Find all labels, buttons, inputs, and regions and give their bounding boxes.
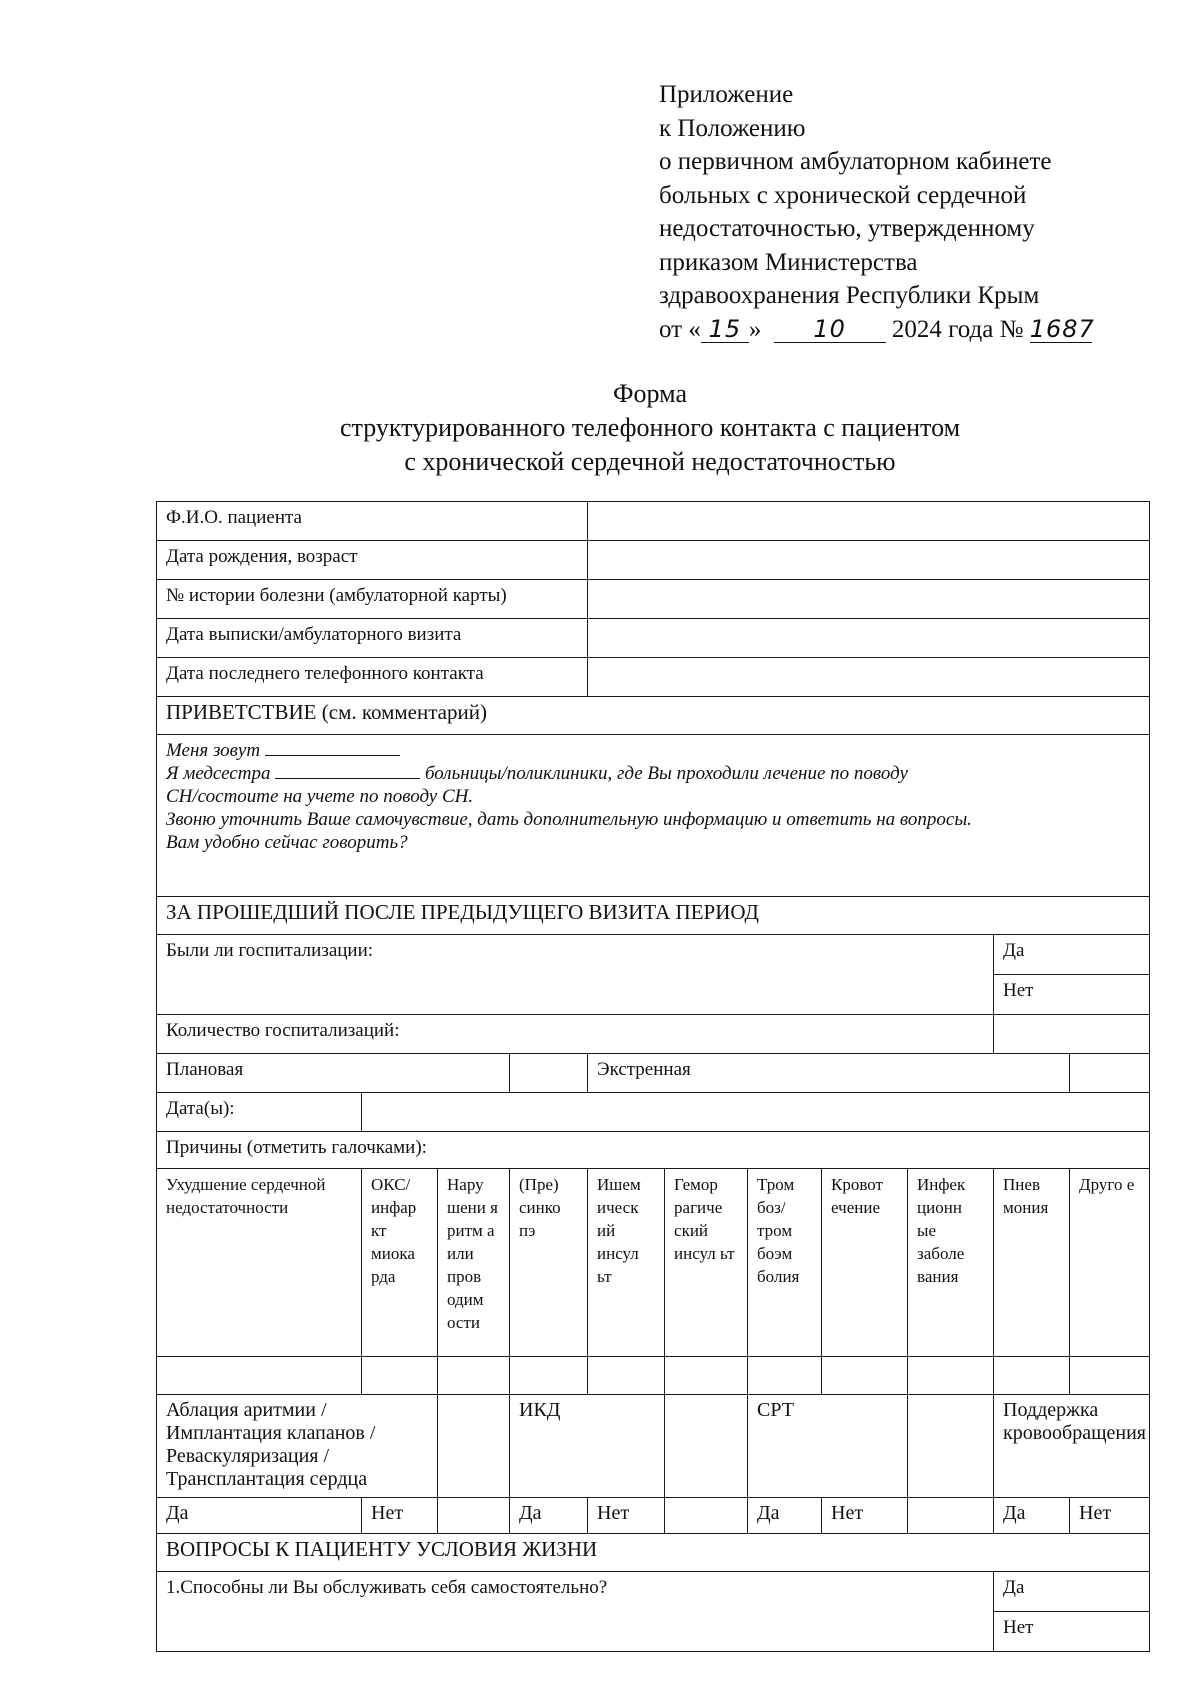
hospitalization-yes-option[interactable]: Да: [994, 935, 1150, 975]
title-line-2: структурированного телефонного контакта с пациентом: [339, 413, 961, 442]
reason-checkbox[interactable]: [822, 1357, 908, 1395]
reason-column-label: (Пре) синко пэ: [510, 1169, 588, 1357]
annex-line: к Положению: [659, 114, 806, 142]
reason-column-label: Друго е: [1070, 1169, 1150, 1357]
emergency-label: Экстренная: [588, 1054, 1070, 1093]
annex-block: [659, 78, 1095, 346]
circulatory-no-option[interactable]: Нет: [1070, 1498, 1150, 1534]
date-mid: »: [748, 315, 762, 343]
patient-field-label: Дата выписки/амбулаторного визита: [157, 619, 588, 658]
greeting-nurse-rest: больницы/поликлиники, где Вы проходили лечение по поводу: [424, 763, 908, 784]
patient-name-input[interactable]: [588, 502, 1150, 541]
crt-yes-option[interactable]: Да: [748, 1498, 822, 1534]
greeting-line-5: Вам удобно сейчас говорить?: [166, 832, 408, 853]
patient-field-row: [157, 580, 1150, 619]
annex-date-line: [659, 313, 1095, 347]
form-title: [0, 377, 1200, 479]
birthdate-input[interactable]: [588, 541, 1150, 580]
reason-checkbox[interactable]: [588, 1357, 665, 1395]
reason-checkbox[interactable]: [994, 1357, 1070, 1395]
hospitalization-question: Были ли госпитализации:: [157, 935, 994, 1015]
living-conditions-header: ВОПРОСЫ К ПАЦИЕНТУ УСЛОВИЯ ЖИЗНИ: [157, 1534, 1150, 1572]
reason-column-label: ОКС/ инфар кт миока рда: [362, 1169, 438, 1357]
patient-field-label: Ф.И.О. пациента: [157, 502, 588, 541]
greeting-line-3: СН/состоите на учете по поводу СН.: [166, 786, 474, 807]
hospital-blank[interactable]: [275, 762, 420, 779]
annex-line: здравоохранения Республики Крым: [659, 282, 1040, 309]
reason-column-label: Нару шени я ритм а или пров одим ости: [438, 1169, 510, 1357]
circulatory-yes-option[interactable]: Да: [994, 1498, 1070, 1534]
reason-checkbox[interactable]: [362, 1357, 438, 1395]
procedure-spacer: [908, 1395, 994, 1498]
contact-form-table: [156, 501, 1150, 1652]
reason-column-label: Тром боз/ тром боэм болия: [748, 1169, 822, 1357]
patient-field-row: [157, 619, 1150, 658]
annex-line: недостаточностью, утвержденному: [659, 215, 1035, 242]
date-month: 10: [774, 316, 886, 343]
date-year-text: 2024 года №: [891, 315, 1024, 343]
reason-column-label: Ишем ическ ий инсул ьт: [588, 1169, 665, 1357]
reason-checkbox[interactable]: [438, 1357, 510, 1395]
reason-checkbox-row: [157, 1357, 1150, 1395]
procedure-spacer: [908, 1498, 994, 1534]
icd-label: ИКД: [510, 1395, 665, 1498]
crt-no-option[interactable]: Нет: [822, 1498, 908, 1534]
self-care-yes-option[interactable]: Да: [994, 1572, 1150, 1612]
annex-line: Приложение: [659, 81, 794, 108]
procedure-spacer: [665, 1395, 748, 1498]
circulatory-support-label: Поддержка кровообращения: [994, 1395, 1150, 1498]
self-care-question: 1.Способны ли Вы обслуживать себя самостоятельно?: [157, 1572, 994, 1652]
record-number-input[interactable]: [588, 580, 1150, 619]
reason-checkbox[interactable]: [157, 1357, 362, 1395]
reason-column-label: Инфек ционн ые заболе вания: [908, 1169, 994, 1357]
reason-checkbox[interactable]: [908, 1357, 994, 1395]
ablation-label: Аблация аритмии / Имплантация клапанов / Реваскуляризация / Трансплантация сердца: [157, 1395, 438, 1498]
patient-field-row: [157, 658, 1150, 697]
crt-label: СРТ: [748, 1395, 908, 1498]
patient-field-label: Дата последнего телефонного контакта: [157, 658, 588, 697]
date-prefix: от «: [659, 315, 701, 343]
ablation-yes-option[interactable]: Да: [157, 1498, 362, 1534]
reason-column-label: Пнев мония: [994, 1169, 1070, 1357]
reason-checkbox[interactable]: [1070, 1357, 1150, 1395]
greeting-script: [157, 735, 1150, 897]
greeting-header: ПРИВЕТСТВИЕ (см. комментарий): [157, 697, 1150, 735]
greeting-nurse-line: [166, 762, 1140, 785]
planned-checkbox[interactable]: [510, 1054, 588, 1093]
reason-column-label: Гемор рагиче ский инсул ьт: [665, 1169, 748, 1357]
greeting-nurse-label: Я медсестра: [166, 763, 271, 784]
discharge-date-input[interactable]: [588, 619, 1150, 658]
patient-field-label: № истории болезни (амбулаторной карты): [157, 580, 588, 619]
name-blank[interactable]: [265, 739, 400, 756]
greeting-line-4: Звоню уточнить Ваше самочувствие, дать дополнительную информацию и ответить на вопросы.: [166, 809, 972, 830]
annex-line: о первичном амбулаторном кабинете: [659, 148, 1052, 175]
icd-yes-option[interactable]: Да: [510, 1498, 588, 1534]
reason-checkbox[interactable]: [665, 1357, 748, 1395]
hospitalization-count-label: Количество госпитализаций:: [157, 1015, 994, 1054]
procedure-spacer: [438, 1498, 510, 1534]
period-header: ЗА ПРОШЕДШИЙ ПОСЛЕ ПРЕДЫДУЩЕГО ВИЗИТА ПЕРИОД: [157, 897, 1150, 935]
self-care-no-option[interactable]: Нет: [994, 1612, 1150, 1652]
patient-field-row: [157, 502, 1150, 541]
emergency-checkbox[interactable]: [1070, 1054, 1150, 1093]
patient-field-row: [157, 541, 1150, 580]
procedure-spacer: [665, 1498, 748, 1534]
title-line-1: Форма: [613, 379, 687, 408]
reason-checkbox[interactable]: [748, 1357, 822, 1395]
reason-checkbox[interactable]: [510, 1357, 588, 1395]
order-number: 1687: [1029, 314, 1095, 343]
planned-label: Плановая: [157, 1054, 510, 1093]
hospitalization-no-option[interactable]: Нет: [994, 975, 1150, 1015]
dates-input[interactable]: [362, 1093, 1150, 1132]
reasons-label: Причины (отметить галочками):: [157, 1132, 1150, 1169]
patient-field-label: Дата рождения, возраст: [157, 541, 588, 580]
last-contact-date-input[interactable]: [588, 658, 1150, 697]
procedure-spacer: [438, 1395, 510, 1498]
ablation-no-option[interactable]: Нет: [362, 1498, 438, 1534]
annex-line: больных с хронической сердечной: [659, 181, 1027, 209]
icd-no-option[interactable]: Нет: [588, 1498, 665, 1534]
annex-line: приказом Министерства: [659, 248, 918, 276]
greeting-name-label: Меня зовут: [166, 740, 261, 761]
reason-column-label: Ухудшение сердечной недостаточности: [157, 1169, 362, 1357]
greeting-name-line: [166, 739, 1140, 762]
hospitalization-count-input[interactable]: [994, 1015, 1150, 1054]
dates-label: Дата(ы):: [157, 1093, 362, 1132]
reason-column-label: Кровот ечение: [822, 1169, 908, 1357]
date-day: 15: [701, 316, 749, 343]
title-line-3: с хронической сердечной недостаточностью: [404, 447, 896, 476]
reason-columns-row: [157, 1169, 1150, 1357]
